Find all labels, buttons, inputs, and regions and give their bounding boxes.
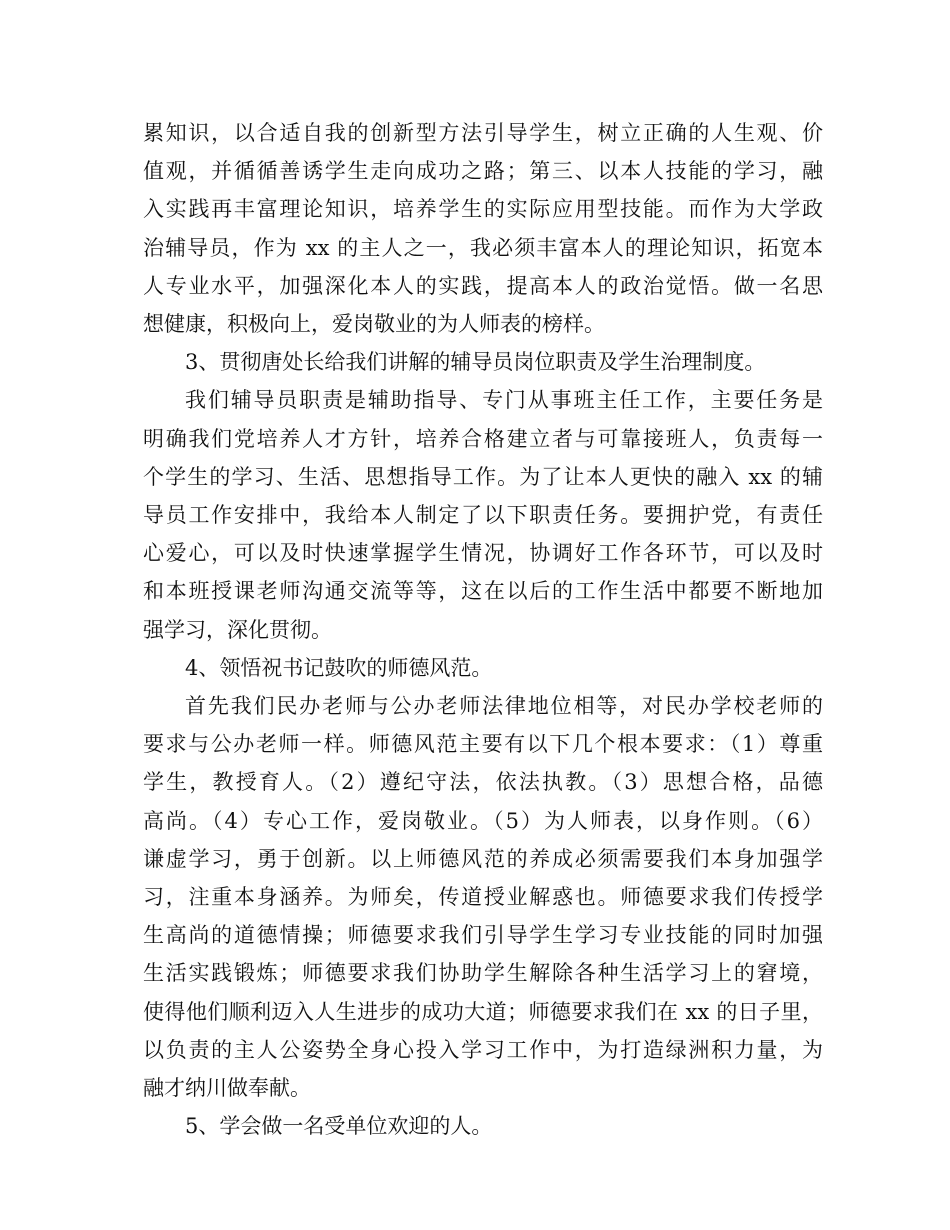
text-line: 累知识，以合适自我的创新型方法引导学生，树立正确的人生观、价 — [143, 121, 823, 145]
text-line: 心爱心，可以及时快速掌握学生情况，协调好工作各环节，可以及时 — [143, 541, 823, 566]
text-line: 想健康，积极向上，爱岗敬业的为人师表的榜样。 — [143, 312, 605, 337]
text-line: 和本班授课老师沟通交流等等，这在以后的工作生活中都要不断地加 — [143, 579, 823, 604]
document-body — [143, 114, 823, 1145]
text-line: 学生，教授育人。（2）遵纪守法，依法执教。（3）思想合格，品德 — [143, 770, 823, 795]
text-line: 值观，并循循善诱学生走向成功之路；第三、以本人技能的学习，融 — [143, 159, 823, 184]
text-line: 高尚。（4）专心工作，爱岗敬业。（5）为人师表，以身作则。（6） — [143, 808, 823, 833]
paragraph-duties — [143, 381, 823, 648]
text-line: 5、学会做一名受单位欢迎的人。 — [185, 1114, 493, 1139]
section-heading-5 — [143, 1107, 823, 1145]
text-line: 首先我们民办老师与公办老师法律地位相等，对民办学校老师的 — [185, 694, 823, 719]
text-line: 要求与公办老师一样。师德风范主要有以下几个根本要求：（1）尊重 — [143, 732, 823, 757]
text-line: 人专业水平，加强深化本人的实践，提高本人的政治觉悟。做一名思 — [143, 273, 823, 298]
text-line: 3、贯彻唐处长给我们讲解的辅导员岗位职责及学生治理制度。 — [185, 350, 766, 375]
text-line: 我们辅导员职责是辅助指导、专门从事班主任工作，主要任务是 — [185, 388, 823, 413]
section-heading-3 — [143, 343, 823, 381]
text-line: 谦虚学习，勇于创新。以上师德风范的养成必须需要我们本身加强学 — [143, 846, 823, 871]
text-line: 融才纳川做奉献。 — [143, 1076, 311, 1101]
text-line: 导员工作安排中，我给本人制定了以下职责任务。要拥护党，有责任 — [143, 503, 823, 528]
text-line: 生高尚的道德情操；师德要求我们引导学生学习专业技能的同时加强 — [143, 923, 823, 948]
text-line: 治辅导员，作为 xx 的主人之一，我必须丰富本人的理论知识，拓宽本 — [143, 235, 823, 260]
text-line: 强学习，深化贯彻。 — [143, 617, 332, 642]
paragraph-ethics — [143, 687, 823, 1107]
text-line: 明确我们党培养人才方针，培养合格建立者与可靠接班人，负责每一 — [143, 426, 823, 451]
text-line: 习，注重本身涵养。为师矣，传道授业解惑也。师德要求我们传授学 — [143, 885, 823, 910]
section-heading-4 — [143, 649, 823, 687]
paragraph-continued — [143, 114, 823, 343]
text-line: 个学生的学习、生活、思想指导工作。为了让本人更快的融入 xx 的辅 — [143, 464, 823, 489]
text-line: 以负责的主人公姿势全身心投入学习工作中，为打造绿洲积力量，为 — [143, 1037, 823, 1062]
text-line: 4、领悟祝书记鼓吹的师德风范。 — [185, 655, 493, 680]
text-line: 生活实践锻炼；师德要求我们协助学生解除各种生活学习上的窘境， — [143, 961, 823, 986]
text-line: 使得他们顺利迈入人生进步的成功大道；师德要求我们在 xx 的日子里， — [143, 999, 823, 1024]
text-line: 入实践再丰富理论知识，培养学生的实际应用型技能。而作为大学政 — [143, 197, 823, 222]
